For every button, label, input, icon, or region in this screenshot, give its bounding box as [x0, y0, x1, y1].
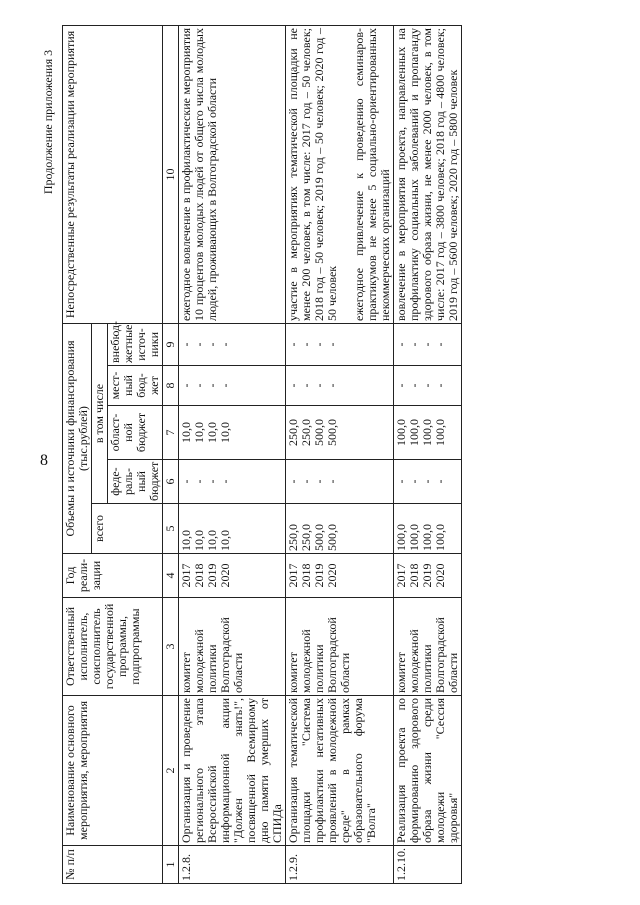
federal-value: -: [179, 479, 193, 484]
local-value: -: [433, 383, 447, 388]
local-value: -: [205, 383, 219, 388]
offbudget-value: -: [218, 342, 232, 347]
header-responsible: Ответственный исполнитель, соисполнитель государственной программы, подпрограммы: [63, 598, 163, 696]
years-value: 2019: [205, 563, 219, 588]
offbudget-value: -: [433, 342, 447, 347]
col-num: 7: [163, 406, 179, 460]
offbudget-value: -: [312, 342, 326, 347]
years-value: 2017: [286, 563, 300, 588]
federal-value: -: [218, 479, 232, 484]
regional-cell: [394, 406, 462, 460]
offbudget-cell: [286, 324, 394, 366]
regional-value: 10,0: [179, 422, 193, 443]
col-num: 3: [163, 598, 179, 696]
local-value: -: [299, 383, 313, 388]
years-value: 2018: [407, 563, 421, 588]
federal-value: -: [325, 479, 339, 484]
total-value: 10,0: [192, 530, 206, 551]
offbudget-value: -: [394, 342, 408, 347]
years-value: 2018: [192, 563, 206, 588]
local-cell: [286, 366, 394, 406]
local-value: -: [312, 383, 326, 388]
total-value: 250,0: [299, 524, 313, 551]
header-total: всего: [92, 504, 163, 554]
row-number: 1.2.9.: [286, 846, 394, 884]
col-num: 4: [163, 554, 179, 598]
col-num: 10: [163, 26, 179, 324]
result-text: ежегодное вовлечение в профилактические мероприятия 10 процентов молодых людей от общего числа молодых людей, проживающих в Волгоградской области: [179, 28, 219, 321]
regional-value: 10,0: [218, 422, 232, 443]
regional-value: 500,0: [312, 419, 326, 446]
regional-value: 10,0: [205, 422, 219, 443]
years-value: 2019: [312, 563, 326, 588]
header-federal: феде-раль-ный бюджет: [108, 460, 163, 504]
years-value: 2017: [179, 563, 193, 588]
offbudget-cell: [179, 324, 286, 366]
local-value: -: [179, 383, 193, 388]
offbudget-value: -: [205, 342, 219, 347]
years-cell: [394, 554, 462, 598]
federal-value: -: [394, 479, 408, 484]
regional-value: 500,0: [325, 419, 339, 446]
local-value: -: [420, 383, 434, 388]
row-number: 1.2.8.: [179, 846, 286, 884]
result-text: вовлечение в мероприятия проекта, направленных на профилактику социальных заболеваний и пропаганду здорового образа жизни, не менее 2000 человек, в том числе: 2017 год – 3800 человек; 2018 год – 4800 человек; 2019 год – 5600 человек; 2020 год – 5800 человек: [394, 28, 460, 321]
years-cell: [179, 554, 286, 598]
activity-name: Организация и проведение регионального этапа Всероссийской информационной акции "Должен знать!", посвященной Всемирному дню памяти умерших от СПИДа: [179, 696, 286, 846]
local-value: -: [394, 383, 408, 388]
header-regional: област-ной бюджет: [108, 406, 163, 460]
total-value: 100,0: [394, 524, 408, 551]
table-row: [394, 26, 462, 884]
years-value: 2020: [433, 563, 447, 588]
header-offbudget: внебюд-жетные источ-ники: [108, 324, 163, 366]
local-value: -: [218, 383, 232, 388]
col-num: 2: [163, 696, 179, 846]
responsible-executor: комитет молодежной политики Волгоградской области: [286, 598, 394, 696]
activity-name: Организация тематической площадки "Система профилактики негативных проявлений в молодежной среде" в рамках образовательного форума "Волга": [286, 696, 394, 846]
offbudget-value: -: [179, 342, 193, 347]
regional-value: 250,0: [286, 419, 300, 446]
regional-value: 10,0: [192, 422, 206, 443]
federal-value: -: [205, 479, 219, 484]
total-cell: [394, 504, 462, 554]
offbudget-value: -: [325, 342, 339, 347]
table-body: [179, 26, 462, 884]
total-value: 100,0: [407, 524, 421, 551]
col-num: 5: [163, 504, 179, 554]
years-value: 2019: [420, 563, 434, 588]
appendix-label: Продолжение приложения 3: [41, 49, 55, 195]
results-cell: [394, 26, 462, 324]
offbudget-value: -: [407, 342, 421, 347]
regional-value: 100,0: [407, 419, 421, 446]
local-cell: [179, 366, 286, 406]
col-num: 8: [163, 366, 179, 406]
rotated-table-sheet: [40, 12, 600, 892]
header-local: мест-ный бюд-жет: [108, 366, 163, 406]
header-funding: Объемы и источники финансирования (тыс.рублей): [63, 324, 92, 554]
offbudget-value: -: [420, 342, 434, 347]
local-value: -: [407, 383, 421, 388]
years-value: 2020: [325, 563, 339, 588]
years-value: 2020: [218, 563, 232, 588]
federal-value: -: [312, 479, 326, 484]
header-num: № п/п: [63, 846, 163, 884]
regional-value: 100,0: [394, 419, 408, 446]
regional-value: 100,0: [433, 419, 447, 446]
regional-value: 100,0: [420, 419, 434, 446]
col-num: 9: [163, 324, 179, 366]
row-number: 1.2.10.: [394, 846, 462, 884]
federal-value: -: [286, 479, 300, 484]
local-value: -: [192, 383, 206, 388]
col-num: 6: [163, 460, 179, 504]
total-value: 250,0: [286, 524, 300, 551]
regional-cell: [286, 406, 394, 460]
responsible-executor: комитет молодежной политики Волгоградской области: [179, 598, 286, 696]
results-cell: [286, 26, 394, 324]
activity-name: Реализация проекта по формированию здорового образа жизни среди молодежи "Сессия здоровья": [394, 696, 462, 846]
program-activities-table: [62, 25, 462, 884]
offbudget-value: -: [192, 342, 206, 347]
column-number-row: [163, 26, 179, 884]
local-cell: [394, 366, 462, 406]
local-value: -: [286, 383, 300, 388]
col-num: 1: [163, 846, 179, 884]
federal-cell: [286, 460, 394, 504]
federal-value: -: [299, 479, 313, 484]
table-row: [179, 26, 286, 884]
regional-cell: [179, 406, 286, 460]
years-value: 2017: [394, 563, 408, 588]
total-value: 10,0: [179, 530, 193, 551]
total-value: 500,0: [312, 524, 326, 551]
local-value: -: [325, 383, 339, 388]
offbudget-value: -: [299, 342, 313, 347]
offbudget-value: -: [286, 342, 300, 347]
offbudget-cell: [394, 324, 462, 366]
table-row: [286, 26, 394, 884]
federal-value: -: [433, 479, 447, 484]
header-incl: в том числе: [92, 324, 108, 504]
total-value: 100,0: [433, 524, 447, 551]
header-year: Год реали-зации: [63, 554, 163, 598]
total-value: 100,0: [420, 524, 434, 551]
regional-value: 250,0: [299, 419, 313, 446]
total-value: 10,0: [218, 530, 232, 551]
results-cell: [179, 26, 286, 324]
result-extra-text: ежегодное привлечение к проведению семинаров-практикумов не менее 5 социально-ориентированных некоммерческих организаций: [352, 28, 392, 321]
federal-cell: [179, 460, 286, 504]
total-cell: [179, 504, 286, 554]
page-number: 8: [40, 452, 48, 469]
years-value: 2018: [299, 563, 313, 588]
total-value: 500,0: [325, 524, 339, 551]
total-cell: [286, 504, 394, 554]
header-results: Непосредственные результаты реализации мероприятия: [63, 26, 163, 324]
federal-value: -: [407, 479, 421, 484]
federal-value: -: [420, 479, 434, 484]
responsible-executor: комитет молодежной политики Волгоградской области: [394, 598, 462, 696]
years-cell: [286, 554, 394, 598]
total-value: 10,0: [205, 530, 219, 551]
federal-value: -: [192, 479, 206, 484]
header-name: Наименование основного мероприятия, мероприятия: [63, 696, 163, 846]
result-text: участие в мероприятиях тематической площадки не менее 200 человек, в том числе: 2017 год – 50 человек; 2018 год – 50 человек; 2019 год – 50 человек; 2020 год – 50 человек: [286, 28, 339, 321]
federal-cell: [394, 460, 462, 504]
